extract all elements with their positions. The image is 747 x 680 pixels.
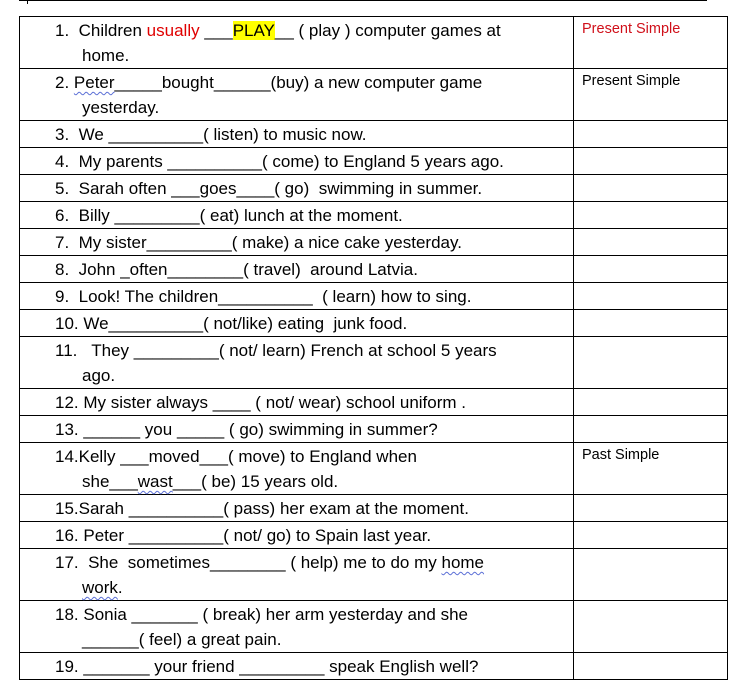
top-border-tick	[27, 0, 34, 4]
tense-cell	[574, 17, 728, 69]
question-text: 8. John _often________( travel) around Latvia.	[55, 260, 418, 279]
question-line	[28, 602, 569, 627]
question-text: 15.Sarah __________( pass) her exam at the moment.	[55, 499, 469, 518]
question-cell	[20, 416, 574, 443]
question-text: __ ( play ) computer games at	[274, 21, 501, 40]
exercise-row	[20, 121, 728, 148]
tense-cell	[574, 283, 728, 310]
tense-cell	[574, 148, 728, 175]
question-cell	[20, 148, 574, 175]
tense-cell	[574, 256, 728, 283]
question-cell	[20, 121, 574, 148]
exercise-row	[20, 416, 728, 443]
exercise-row	[20, 69, 728, 121]
top-border-line	[19, 0, 707, 4]
question-cell	[20, 522, 574, 549]
spellcheck-word: Peter	[73, 73, 115, 92]
question-text: ______( feel) a great pain.	[82, 630, 282, 649]
question-text: .	[117, 578, 123, 597]
question-text: 5. Sarah often ___goes____( go) swimming in summer.	[55, 179, 483, 198]
question-line	[28, 284, 569, 309]
question-line	[28, 311, 569, 336]
exercise-row	[20, 202, 728, 229]
question-line	[28, 550, 569, 575]
tense-cell	[574, 549, 728, 601]
tense-cell	[574, 653, 728, 680]
question-text: 7. My sister_________( make) a nice cake yesterday.	[55, 233, 462, 252]
tense-label: Present Simple	[582, 21, 681, 37]
question-line	[28, 70, 569, 95]
question-text: 13. ______ you _____ ( go) swimming in summer?	[55, 420, 438, 439]
exercise-table-body	[20, 17, 728, 680]
exercise-row	[20, 256, 728, 283]
question-line	[28, 575, 569, 600]
question-text: 10. We__________( not/like) eating junk food.	[55, 314, 408, 333]
question-line	[28, 43, 569, 68]
tense-cell	[574, 121, 728, 148]
question-text: 12. My sister always ____ ( not/ wear) school uniform .	[55, 393, 466, 412]
question-line	[28, 390, 569, 415]
exercise-row	[20, 337, 728, 389]
question-line	[28, 627, 569, 652]
tense-cell	[574, 443, 728, 495]
exercise-table	[19, 16, 728, 680]
highlighted-answer: PLAY	[232, 21, 275, 40]
question-cell	[20, 549, 574, 601]
exercise-row	[20, 175, 728, 202]
spellcheck-word: work	[82, 578, 118, 597]
exercise-row	[20, 653, 728, 680]
exercise-row	[20, 17, 728, 69]
question-text: 16. Peter __________( not/ go) to Spain last year.	[55, 526, 432, 545]
question-text: ___( be) 15 years old.	[172, 472, 339, 491]
question-line	[28, 654, 569, 679]
question-line	[28, 149, 569, 174]
question-line	[28, 523, 569, 548]
question-line	[28, 122, 569, 147]
question-line	[28, 18, 569, 43]
question-text: ago.	[82, 366, 116, 385]
spellcheck-word: home	[441, 553, 485, 572]
question-cell	[20, 601, 574, 653]
question-line	[28, 176, 569, 201]
tense-cell	[574, 495, 728, 522]
question-cell	[20, 17, 574, 69]
question-text: 9. Look! The children__________ ( learn) how to sing.	[55, 287, 472, 306]
tense-cell	[574, 202, 728, 229]
tense-cell	[574, 601, 728, 653]
question-cell	[20, 653, 574, 680]
exercise-row	[20, 601, 728, 653]
question-text: 4. My parents __________( come) to England 5 years ago.	[55, 152, 504, 171]
tense-label: Past Simple	[582, 447, 660, 463]
question-text: 18. Sonia _______ ( break) her arm yesterday and she	[55, 605, 468, 624]
exercise-row	[20, 389, 728, 416]
question-line	[28, 363, 569, 388]
exercise-row	[20, 549, 728, 601]
question-cell	[20, 337, 574, 389]
spellcheck-word: wast	[137, 472, 173, 491]
tense-cell	[574, 69, 728, 121]
question-cell	[20, 229, 574, 256]
tense-cell	[574, 337, 728, 389]
tense-cell	[574, 175, 728, 202]
question-text: 14.Kelly ___moved___( move) to England when	[55, 447, 417, 466]
tense-cell	[574, 416, 728, 443]
tense-label: Present Simple	[582, 73, 681, 89]
question-line	[28, 230, 569, 255]
exercise-row	[20, 443, 728, 495]
exercise-row	[20, 229, 728, 256]
question-text: 17. She sometimes________ ( help) me to do my	[55, 553, 442, 572]
question-cell	[20, 495, 574, 522]
question-cell	[20, 283, 574, 310]
question-text: she___	[82, 472, 138, 491]
question-text: 2.	[55, 73, 74, 92]
exercise-row	[20, 310, 728, 337]
question-line	[28, 338, 569, 363]
question-line	[28, 95, 569, 120]
question-cell	[20, 69, 574, 121]
tense-cell	[574, 229, 728, 256]
question-text: _____bought______(buy) a new computer game	[114, 73, 483, 92]
question-line	[28, 444, 569, 469]
question-line	[28, 417, 569, 442]
question-text: 11. They _________( not/ learn) French at school 5 years	[55, 341, 497, 360]
question-cell	[20, 389, 574, 416]
exercise-row	[20, 148, 728, 175]
question-cell	[20, 443, 574, 495]
question-cell	[20, 202, 574, 229]
question-text: 19. _______ your friend _________ speak English well?	[55, 657, 479, 676]
question-text: ___	[199, 21, 233, 40]
question-line	[28, 203, 569, 228]
exercise-row	[20, 522, 728, 549]
question-text: yesterday.	[82, 98, 160, 117]
question-text: home.	[82, 46, 130, 65]
question-text: 1. Children	[55, 21, 147, 40]
question-line	[28, 257, 569, 282]
tense-cell	[574, 522, 728, 549]
exercise-row	[20, 283, 728, 310]
exercise-row	[20, 495, 728, 522]
question-line	[28, 469, 569, 494]
question-cell	[20, 310, 574, 337]
red-word: usually	[146, 21, 200, 40]
question-text: 3. We __________( listen) to music now.	[55, 125, 367, 144]
question-cell	[20, 256, 574, 283]
tense-cell	[574, 389, 728, 416]
tense-cell	[574, 310, 728, 337]
question-cell	[20, 175, 574, 202]
question-text: 6. Billy _________( eat) lunch at the moment.	[55, 206, 403, 225]
question-line	[28, 496, 569, 521]
